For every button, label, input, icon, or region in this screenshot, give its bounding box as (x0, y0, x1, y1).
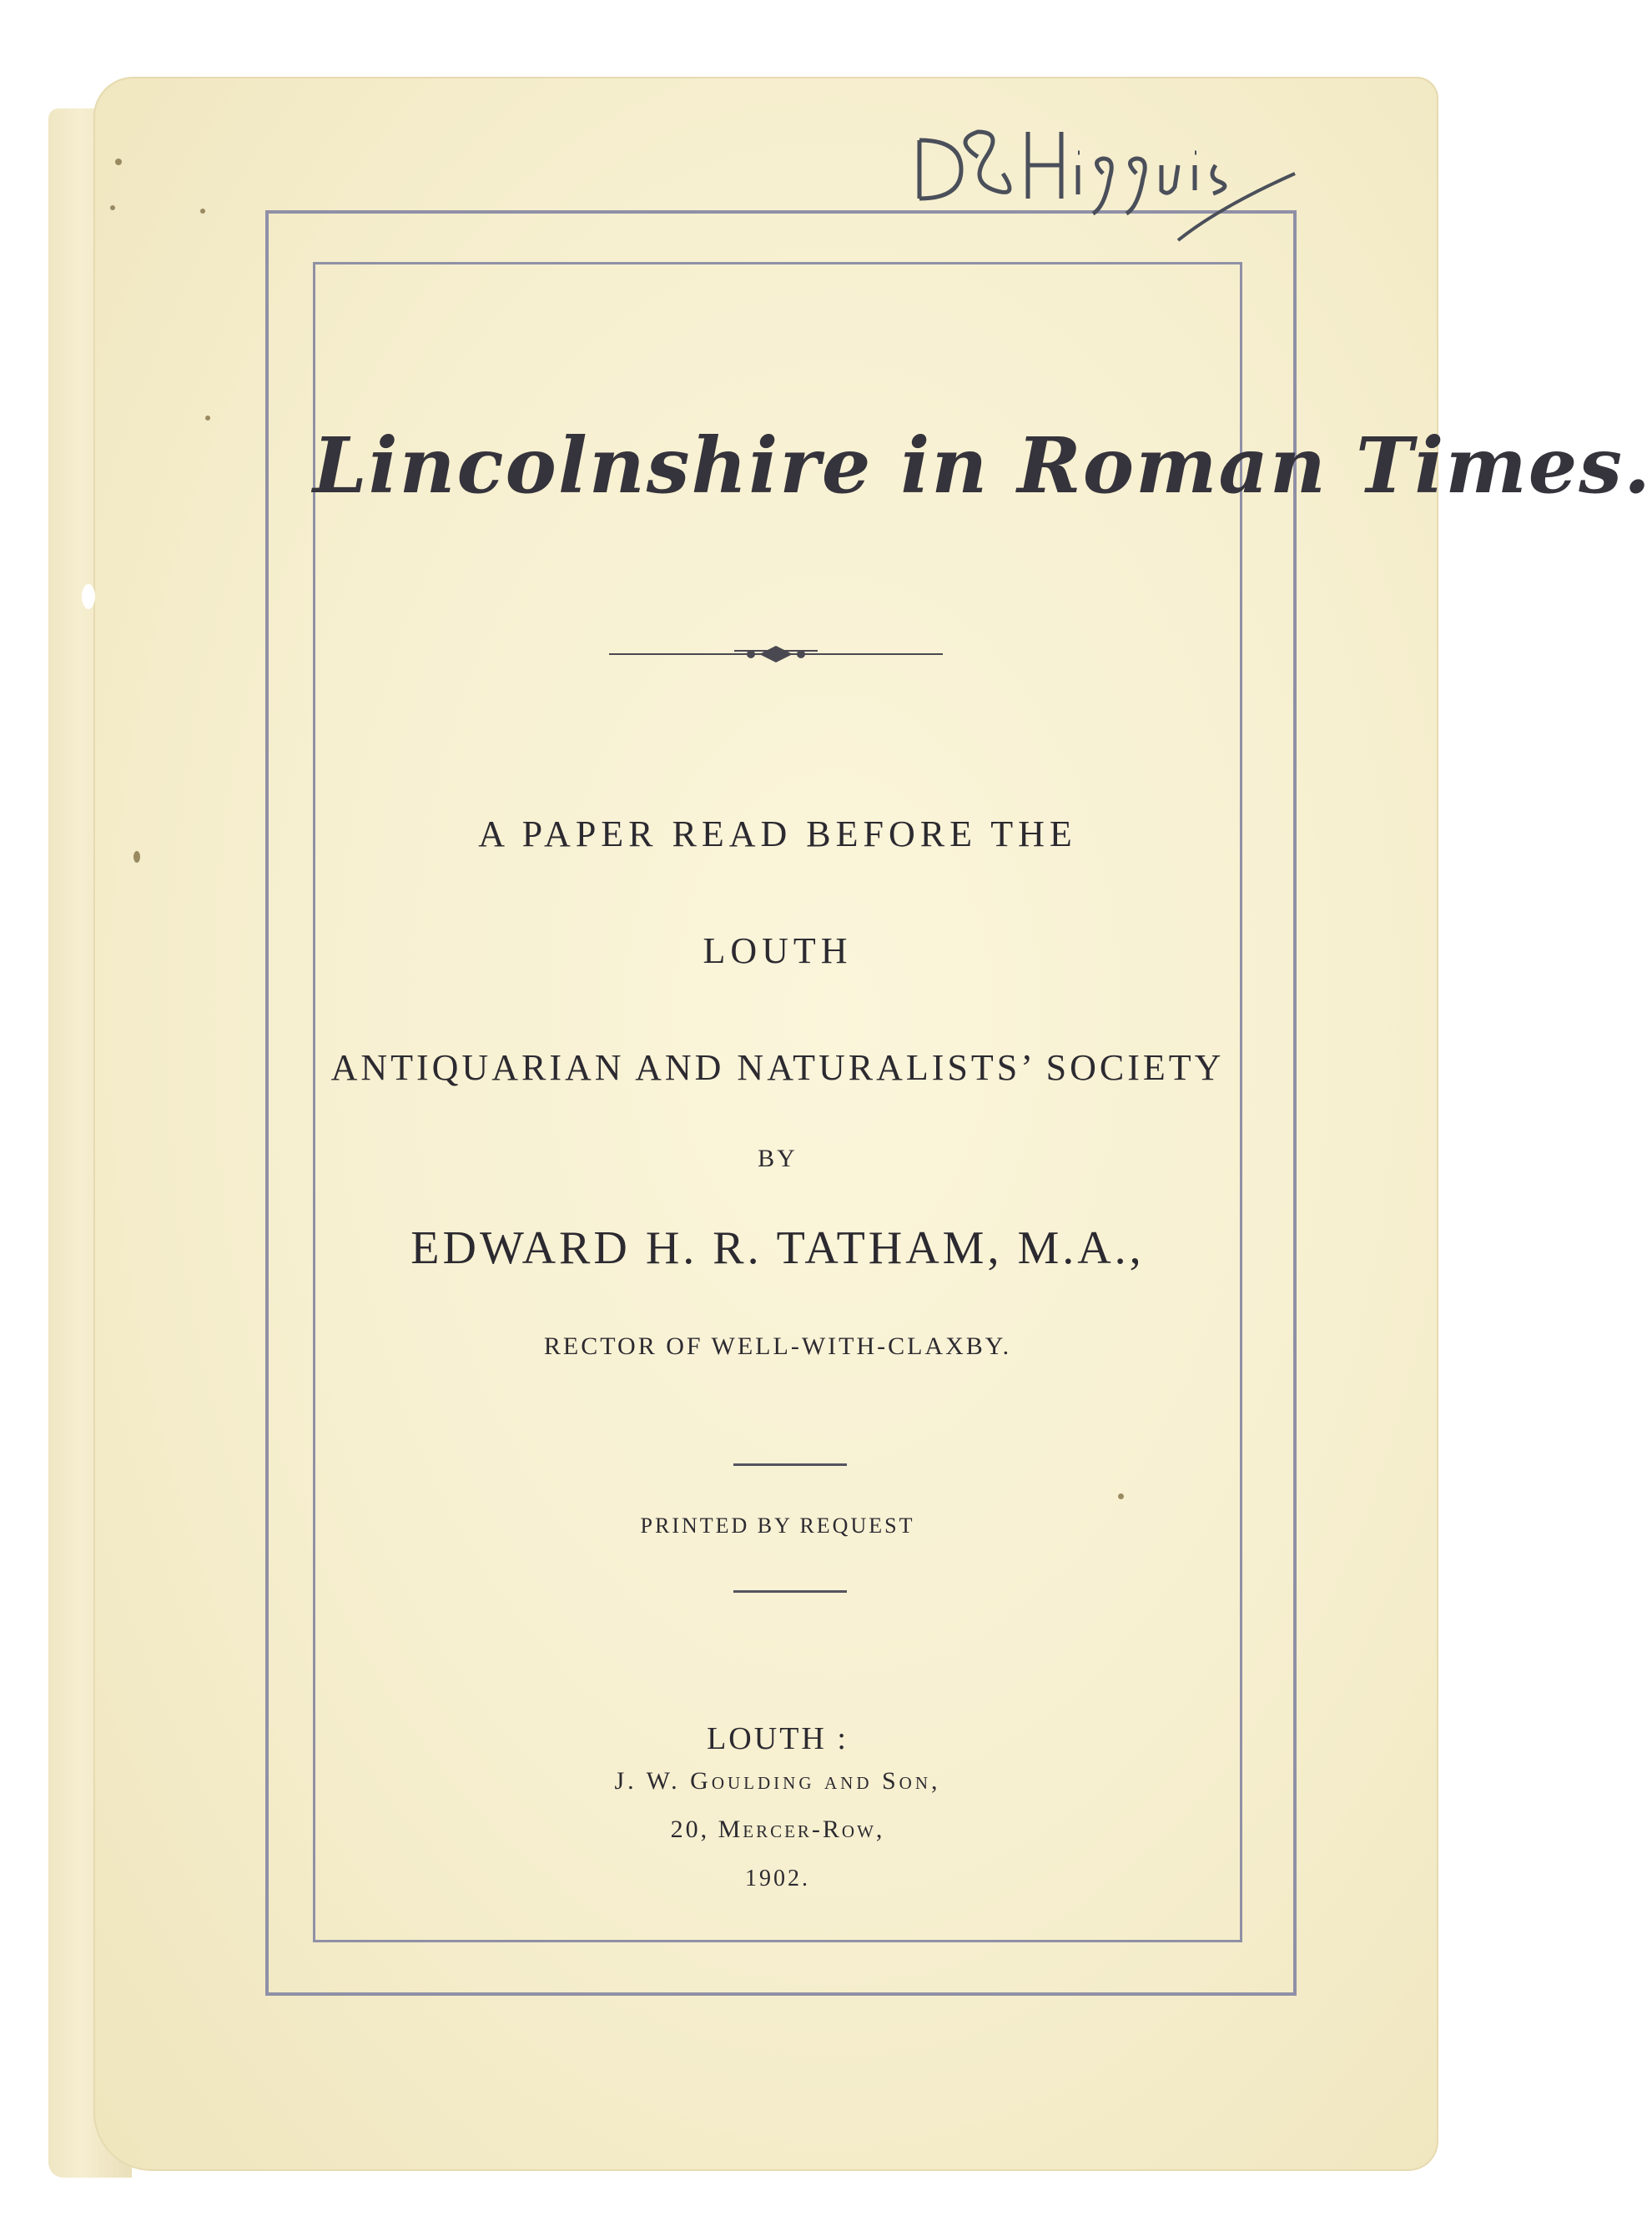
author-title: RECTOR OF WELL-WITH-CLAXBY. (543, 1332, 1012, 1360)
paper-speck (115, 159, 122, 165)
subtitle-line-2: LOUTH (703, 930, 853, 971)
signature-strokes (903, 107, 1303, 249)
imprint-city: LOUTH : (707, 1721, 849, 1756)
book-title: Lincolnshire in Roman Times. (313, 421, 1652, 511)
by-label: BY (758, 1145, 798, 1172)
paper-speck (205, 416, 210, 421)
imprint-address: 20, Mercer-Row, (670, 1816, 885, 1843)
imprint-publisher: J. W. Goulding and Son, (614, 1767, 941, 1795)
paper-speck (110, 205, 115, 210)
paper-speck (200, 209, 205, 214)
imprint-year: 1902. (745, 1866, 810, 1891)
handwritten-signature (903, 107, 1303, 249)
paper-speck (133, 851, 140, 863)
subtitle-line-3: ANTIQUARIAN AND NATURALISTS’ SOCIETY (330, 1047, 1225, 1088)
divider-rule-bottom (733, 1590, 847, 1593)
divider-rule-top (733, 1463, 847, 1466)
subtitle-line-1: A PAPER READ BEFORE THE (478, 813, 1077, 854)
title-page (313, 262, 1652, 1942)
divider-ornament (609, 639, 943, 669)
paper-tear (82, 584, 95, 609)
printing-note: PRINTED BY REQUEST (640, 1513, 915, 1538)
author-name: EDWARD H. R. TATHAM, M.A., (410, 1222, 1145, 1274)
